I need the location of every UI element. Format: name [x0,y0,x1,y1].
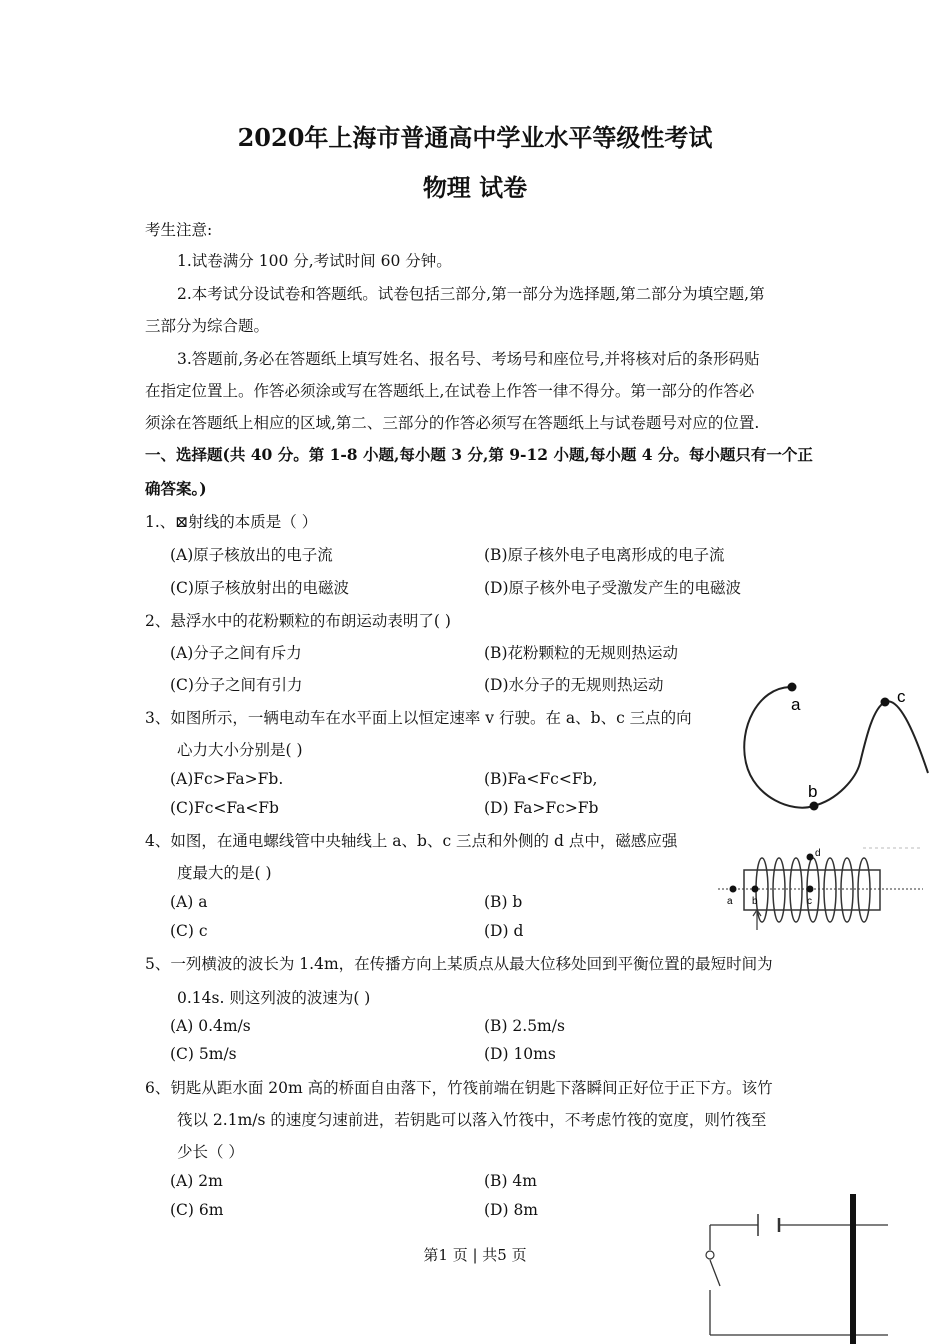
q3-option-c: (C)Fc<Fa<Fb [170,799,279,817]
q3-option-d: (D) Fa>Fc>Fb [484,799,599,817]
q2-option-d: (D)水分子的无规则热运动 [484,676,664,694]
section-heading-line-1: 一、选择题(共 40 分。第 1-8 小题,每小题 3 分,第 9-12 小题,每小题 4 分。每小题只有一个正 [145,445,813,464]
q2-option-b: (B)花粉颗粒的无规则热运动 [484,644,678,662]
point-a-dot [788,683,797,692]
q1-option-b: (B)原子核外电子电离形成的电子流 [484,546,725,564]
notice-item-2-line-1: 2.本考试分设试卷和答题纸。试卷包括三部分,第一部分为选择题,第二部分为填空题,第 [177,285,765,303]
q6-stem-line-3: 少长（ ） [177,1143,244,1161]
q1-stem: 1.、⊠射线的本质是（ ） [145,513,318,531]
label-d: d [815,848,821,859]
q6-option-a: (A) 2m [170,1172,223,1190]
circuit-figure [700,1190,910,1344]
q1-option-c: (C)原子核放射出的电磁波 [170,579,349,597]
exam-title: 2020年上海市普通高中学业水平等级性考试 [237,123,713,152]
q5-option-a: (A) 0.4m/s [170,1017,251,1035]
q3-stem-line-1: 3、如图所示，一辆电动车在水平面上以恒定速率 v 行驶。在 a、b、c 三点的向 [145,709,692,727]
q2-stem: 2、悬浮水中的花粉颗粒的布朗运动表明了( ) [145,612,451,630]
q5-stem-line-2: 0.14s. 则这列波的波速为( ) [177,989,371,1007]
q5-stem-line-1: 5、一列横波的波长为 1.4m，在传播方向上某质点从最大位移处回到平衡位置的最短时间为 [145,955,773,973]
q5-option-b: (B) 2.5m/s [484,1017,565,1035]
q6-stem-line-2: 筏以 2.1m/s 的速度匀速前进，若钥匙可以落入竹筏中，不考虑竹筏的宽度，则竹筏至 [177,1111,767,1129]
vertical-rod [850,1194,856,1344]
label-a: a [727,896,733,907]
page-footer: 第1 页 | 共5 页 [423,1246,527,1264]
q6-option-d: (D) 8m [484,1201,539,1219]
q2-option-c: (C)分子之间有引力 [170,676,303,694]
q1-option-d: (D)原子核外电子受激发产生的电磁波 [484,579,742,597]
q4-option-c: (C) c [170,922,208,940]
q1-option-a: (A)原子核放出的电子流 [170,546,333,564]
notice-item-3-line-1: 3.答题前,务必在答题纸上填写姓名、报名号、考场号和座位号,并将核对后的条形码贴 [177,350,760,368]
point-d-dot [807,854,814,861]
exam-subtitle: 物理 试卷 [422,173,528,202]
q3-option-a: (A)Fc>Fa>Fb. [170,770,284,788]
q4-option-d: (D) d [484,922,524,940]
q5-option-c: (C) 5m/s [170,1045,237,1063]
q3-track-figure [738,678,933,823]
q3-option-b: (B)Fa<Fc<Fb, [484,770,598,788]
point-b-dot [752,886,759,893]
q4-stem-line-2: 度最大的是( ) [177,864,272,882]
notice-item-1: 1.试卷满分 100 分,考试时间 60 分钟。 [177,252,452,270]
point-b-dot [810,802,819,811]
q6-option-b: (B) 4m [484,1172,537,1190]
label-b: b [808,782,818,801]
q6-stem-line-1: 6、钥匙从距水面 20m 高的桥面自由落下，竹筏前端在钥匙下落瞬间正好位于正下方。该竹 [145,1079,773,1097]
label-c: c [807,896,812,907]
point-c-dot [807,886,814,893]
notice-item-2-line-2: 三部分为综合题。 [145,317,270,335]
notice-item-3-line-3: 须涂在答题纸上相应的区域,第二、三部分的作答必须写在答题纸上与试卷题号对应的位置. [145,414,760,432]
label-a: a [791,695,801,714]
q6-option-c: (C) 6m [170,1201,224,1219]
notice-heading: 考生注意: [145,221,213,239]
point-a-dot [730,886,737,893]
q5-option-d: (D) 10ms [484,1045,556,1063]
q4-stem-line-1: 4、如图，在通电螺线管中央轴线上 a、b、c 三点和外侧的 d 点中，磁感应强 [145,832,678,850]
label-c: c [897,687,906,706]
section-heading-line-2: 确答案。) [145,479,207,498]
label-b: b [752,896,758,907]
point-c-dot [881,698,890,707]
q4-option-a: (A) a [170,893,208,911]
q4-solenoid-figure [718,842,923,932]
q2-option-a: (A)分子之间有斥力 [170,644,302,662]
q3-stem-line-2: 心力大小分别是( ) [177,741,303,759]
q4-option-b: (B) b [484,893,523,911]
notice-item-3-line-2: 在指定位置上。作答必须涂或写在答题纸上,在试卷上作答一律不得分。第一部分的作答必 [145,382,755,400]
